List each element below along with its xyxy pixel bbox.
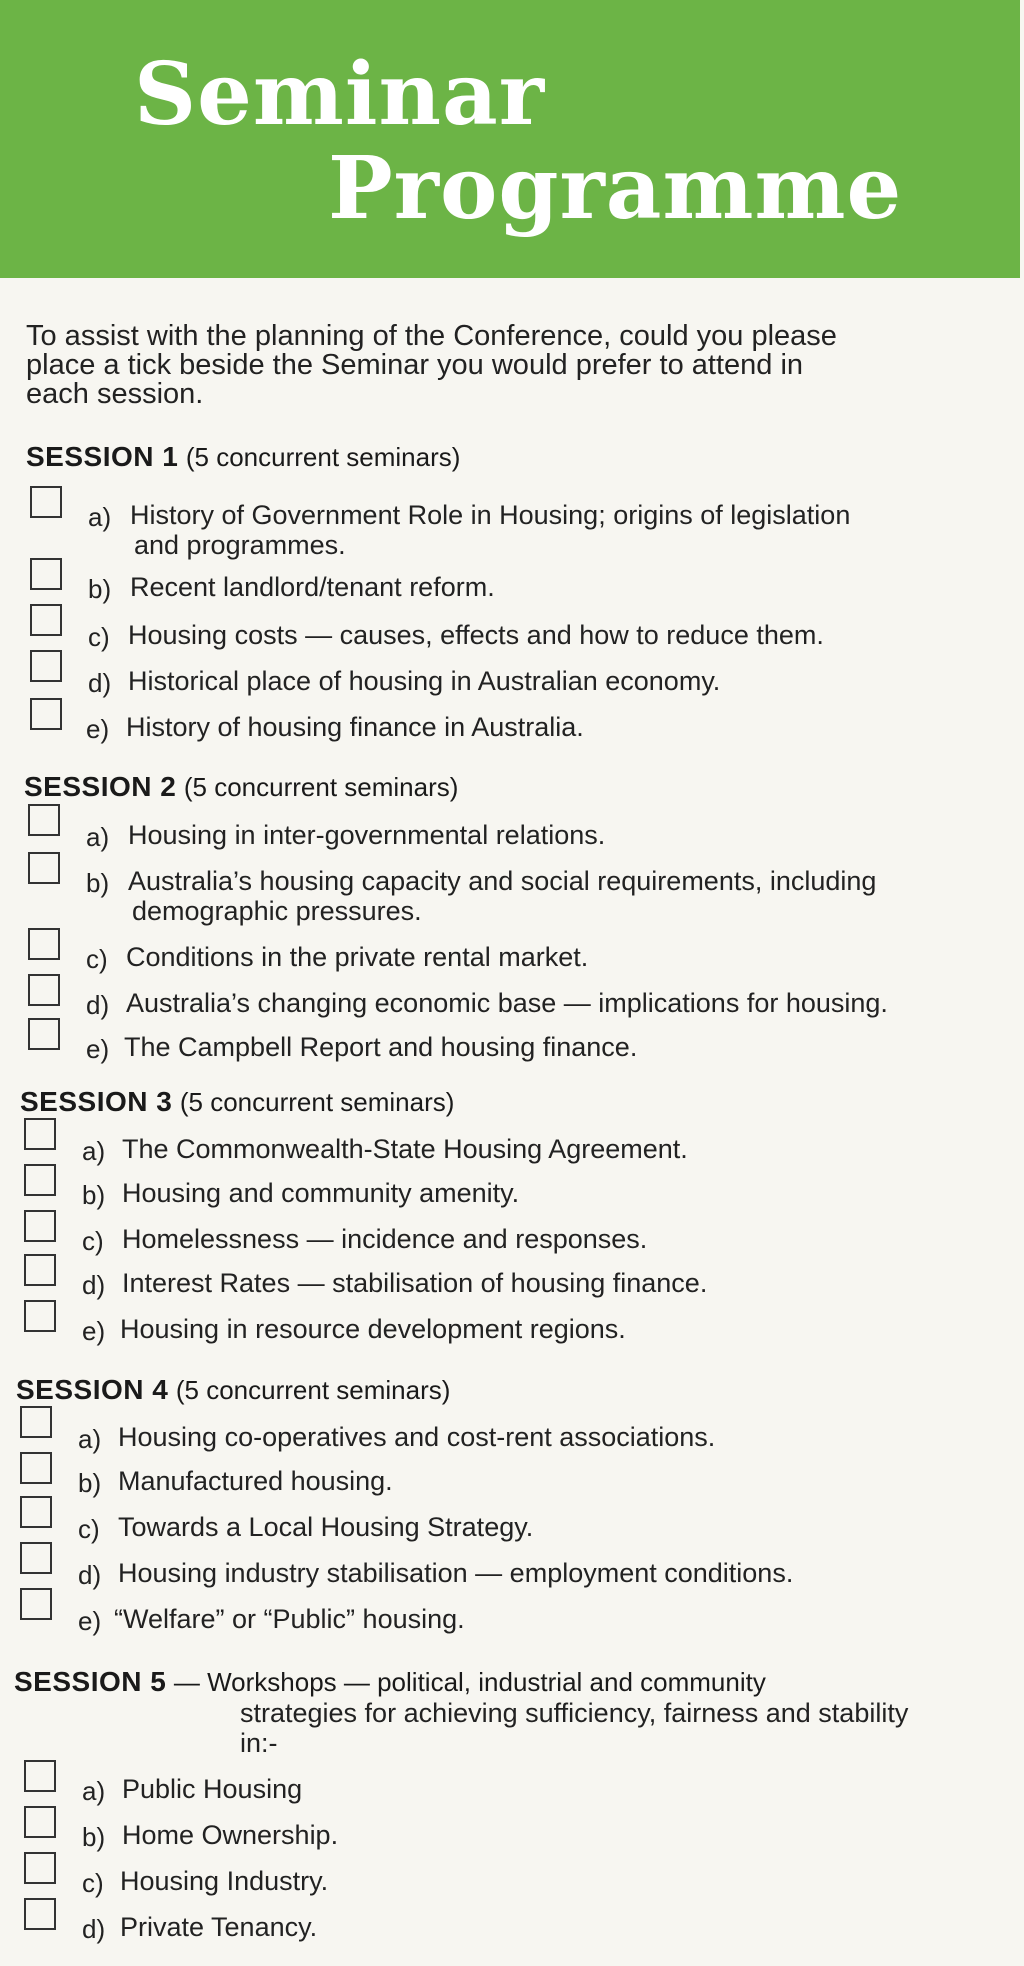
item-text: Public Housing bbox=[122, 1774, 303, 1804]
checkbox-s4-a[interactable] bbox=[20, 1406, 52, 1438]
item-text: Australia’s changing economic base — implications for housing. bbox=[126, 988, 888, 1018]
checkbox-s5-b[interactable] bbox=[24, 1806, 56, 1838]
checkbox-s5-d[interactable] bbox=[24, 1898, 56, 1930]
checkbox-s4-e[interactable] bbox=[20, 1588, 52, 1620]
item-letter: a) bbox=[86, 822, 110, 852]
session-4-subtitle: (5 concurrent seminars) bbox=[175, 1375, 451, 1405]
checkbox-s4-c[interactable] bbox=[20, 1496, 52, 1528]
title-line-2: Programme bbox=[328, 138, 903, 239]
title-banner bbox=[0, 0, 1020, 278]
item-letter: c) bbox=[82, 1226, 104, 1256]
item-letter: a) bbox=[78, 1424, 102, 1454]
session-2-subtitle: (5 concurrent seminars) bbox=[183, 772, 459, 802]
checkbox-s3-b[interactable] bbox=[24, 1164, 56, 1196]
checkbox-s2-d[interactable] bbox=[28, 974, 60, 1006]
session-3-heading bbox=[20, 1086, 454, 1118]
session-3-subtitle: (5 concurrent seminars) bbox=[179, 1087, 455, 1117]
session-2-title: SESSION 2 bbox=[24, 771, 177, 802]
item-letter: b) bbox=[82, 1822, 106, 1852]
item-text: Recent landlord/tenant reform. bbox=[130, 572, 495, 602]
checkbox-s3-c[interactable] bbox=[24, 1210, 56, 1242]
item-letter: d) bbox=[86, 990, 110, 1020]
checkbox-s3-e[interactable] bbox=[24, 1300, 56, 1332]
item-letter: c) bbox=[78, 1514, 100, 1544]
item-text: Housing co-operatives and cost-rent associations. bbox=[118, 1422, 716, 1452]
item-letter: b) bbox=[86, 868, 110, 898]
session-1-title: SESSION 1 bbox=[26, 441, 179, 472]
intro-paragraph bbox=[26, 322, 986, 409]
item-text: Housing in resource development regions. bbox=[120, 1314, 626, 1344]
item-letter: a) bbox=[88, 502, 112, 532]
checkbox-s4-d[interactable] bbox=[20, 1542, 52, 1574]
checkbox-s2-c[interactable] bbox=[28, 928, 60, 960]
item-text: The Campbell Report and housing finance. bbox=[124, 1032, 638, 1062]
item-letter: e) bbox=[78, 1606, 102, 1636]
item-text: History of housing finance in Australia. bbox=[126, 712, 584, 742]
checkbox-s1-d[interactable] bbox=[30, 650, 62, 682]
checkbox-s4-b[interactable] bbox=[20, 1452, 52, 1484]
item-letter: a) bbox=[82, 1136, 106, 1166]
item-letter: c) bbox=[86, 944, 108, 974]
checkbox-s3-d[interactable] bbox=[24, 1254, 56, 1286]
checkbox-s3-a[interactable] bbox=[24, 1118, 56, 1150]
item-text: Historical place of housing in Australian economy. bbox=[128, 666, 721, 696]
item-text: Housing costs — causes, effects and how to reduce them. bbox=[128, 620, 824, 650]
item-letter: d) bbox=[88, 668, 112, 698]
session-5-desc: strategies for achieving sufficiency, fairness and stability bbox=[240, 1698, 909, 1728]
item-letter: c) bbox=[82, 1868, 104, 1898]
item-text: demographic pressures. bbox=[132, 896, 422, 926]
session-2-heading bbox=[24, 771, 458, 803]
item-letter: e) bbox=[86, 1034, 110, 1064]
item-letter: c) bbox=[88, 622, 110, 652]
session-5-heading bbox=[14, 1666, 766, 1698]
item-letter: d) bbox=[82, 1270, 106, 1300]
item-letter: d) bbox=[82, 1914, 106, 1944]
session-5-desc: in:- bbox=[240, 1728, 278, 1758]
item-text: Home Ownership. bbox=[122, 1820, 339, 1850]
session-1-heading bbox=[26, 441, 460, 473]
item-text: Manufactured housing. bbox=[118, 1466, 393, 1496]
session-4-heading bbox=[16, 1374, 450, 1406]
item-letter: d) bbox=[78, 1560, 102, 1590]
item-text: “Welfare” or “Public” housing. bbox=[114, 1604, 465, 1634]
item-text: The Commonwealth-State Housing Agreement. bbox=[122, 1134, 688, 1164]
checkbox-s1-b[interactable] bbox=[30, 558, 62, 590]
item-letter: b) bbox=[82, 1180, 106, 1210]
session-5-lead: — Workshops — political, industrial and community bbox=[173, 1667, 766, 1697]
session-4-title: SESSION 4 bbox=[16, 1374, 169, 1405]
session-5-title: SESSION 5 bbox=[14, 1666, 167, 1697]
item-text: Housing in inter-governmental relations. bbox=[128, 820, 606, 850]
item-letter: a) bbox=[82, 1776, 106, 1806]
item-text: and programmes. bbox=[134, 530, 346, 560]
item-text: Conditions in the private rental market. bbox=[126, 942, 589, 972]
session-3-title: SESSION 3 bbox=[20, 1086, 173, 1117]
item-letter: e) bbox=[86, 714, 110, 744]
item-text: Housing Industry. bbox=[120, 1866, 329, 1896]
checkbox-s2-b[interactable] bbox=[28, 852, 60, 884]
checkbox-s5-c[interactable] bbox=[24, 1852, 56, 1884]
item-text: Australia’s housing capacity and social requirements, including bbox=[128, 866, 877, 896]
item-letter: e) bbox=[82, 1316, 106, 1346]
session-1-subtitle: (5 concurrent seminars) bbox=[185, 442, 461, 472]
checkbox-s2-e[interactable] bbox=[28, 1018, 60, 1050]
intro-line: To assist with the planning of the Conference, could you please bbox=[26, 320, 837, 352]
intro-line: each session. bbox=[26, 378, 204, 410]
checkbox-s1-a[interactable] bbox=[30, 486, 62, 518]
checkbox-s1-e[interactable] bbox=[30, 698, 62, 730]
checkbox-s1-c[interactable] bbox=[30, 604, 62, 636]
item-text: Homelessness — incidence and responses. bbox=[122, 1224, 648, 1254]
item-text: Housing industry stabilisation — employment conditions. bbox=[118, 1558, 794, 1588]
item-text: Private Tenancy. bbox=[120, 1912, 318, 1942]
checkbox-s2-a[interactable] bbox=[28, 804, 60, 836]
checkbox-s5-a[interactable] bbox=[24, 1760, 56, 1792]
title-line-1: Seminar bbox=[134, 44, 546, 145]
item-letter: b) bbox=[78, 1468, 102, 1498]
item-letter: b) bbox=[88, 574, 112, 604]
item-text: Interest Rates — stabilisation of housing finance. bbox=[122, 1268, 708, 1298]
item-text: History of Government Role in Housing; origins of legislation bbox=[130, 500, 851, 530]
item-text: Towards a Local Housing Strategy. bbox=[118, 1512, 534, 1542]
item-text: Housing and community amenity. bbox=[122, 1178, 520, 1208]
intro-line: place a tick beside the Seminar you would prefer to attend in bbox=[26, 349, 804, 381]
